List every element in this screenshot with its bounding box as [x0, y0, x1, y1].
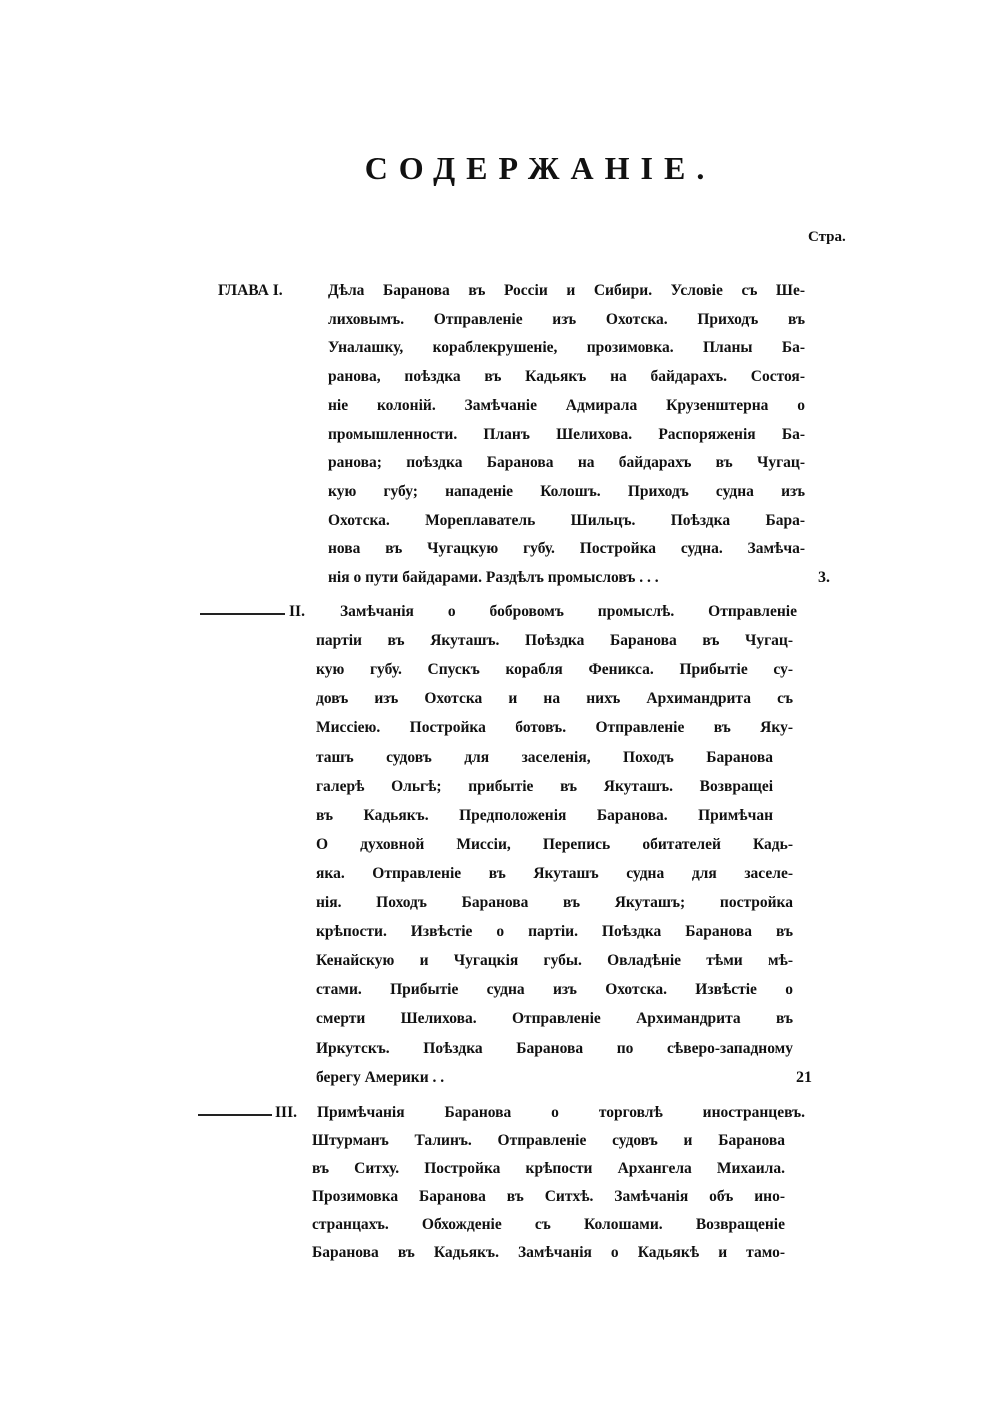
chapter-text-line: Уналашку, кораблекрушеніе, прозимовка. Планы Ба- [328, 339, 805, 357]
chapter-text-line: Охотска. Мореплаватель Шильцъ. Поѣздка Бара- [328, 511, 805, 529]
chapter-text-line: галерѣ Ольгѣ; прибытіе въ Якуташъ. Возвращеі [316, 777, 773, 795]
chapter-text-line: смерти Шелихова. Отправленіе Архимандрита въ [316, 1010, 793, 1028]
chapter-text-line: довъ изъ Охотска и на нихъ Архимандрита съ [316, 690, 793, 708]
chapter-text-line: въ Кадьякъ. Предположенія Баранова. Примѣчан [316, 806, 773, 824]
chapter-text-line: ранова; поѣздка Баранова на байдарахъ въ Чугац- [328, 454, 805, 472]
chapter-text-line: Кенайскую и Чугацкія губы. Овладѣніе тѣми мѣ- [316, 952, 793, 970]
chapter-text-line: промышленности. Планъ Шелихова. Распоряженія Ба- [328, 425, 805, 443]
chapter-text-line: странцахъ. Обхожденіе съ Колошами. Возвращеніе [312, 1216, 785, 1233]
chapter-text-line: Баранова въ Кадьякъ. Замѣчанія о Кадьякѣ и тамо- [312, 1244, 785, 1261]
chapter-text-line: стами. Прибытіе судна изъ Охотска. Извѣстіе о [316, 981, 793, 999]
chapter-text-line: О духовной Миссіи, Перепись обитателей Кадь- [316, 835, 793, 853]
chapter-text-line: кую губу; нападеніе Колошъ. Приходъ судна изъ [328, 482, 805, 500]
chapter-text-line: нова въ Чугацкую губу. Постройка судна. Замѣча- [328, 540, 805, 558]
chapter-text-line: лиховымъ. Отправленіе изъ Охотска. Приходъ въ [328, 310, 805, 328]
chapter-text-line: Замѣчанія о бобровомъ промыслѣ. Отправленіе [340, 603, 797, 620]
chapter-text-line: ранова, поѣздка въ Кадьякъ на байдарахъ. Состоя- [328, 368, 805, 386]
page-number: 3. [818, 569, 830, 586]
chapter-text-line: ташъ судовъ для заселенія, Походъ Баранова [316, 748, 773, 766]
page-title: СОДЕРЖАНІЕ. [364, 150, 716, 186]
chapter-text-line: нія о пути байдарами. Раздѣлъ промысловъ . . . [328, 569, 659, 586]
chapter-text-line: кую губу. Спускъ корабля Феникса. Прибытіе су- [316, 661, 793, 679]
chapter-text-line: Миссіею. Постройка ботовъ. Отправленіе въ Яку- [316, 719, 793, 737]
chapter-text-line: Иркутскъ. Поѣздка Баранова по сѣверо-западному [316, 1039, 793, 1057]
page-column-header: Стра. [808, 229, 846, 245]
chapter-text-line: берегу Америки . . [316, 1068, 445, 1086]
chapter-text-line: партіи въ Якуташъ. Поѣздка Баранова въ Чугац- [316, 632, 793, 650]
chapter-text-line: крѣпости. Извѣстіе о партіи. Поѣздка Баранова въ [316, 923, 793, 941]
ditto-dash [198, 1114, 272, 1116]
chapter-text-line: ніе колоній. Замѣчаніе Адмирала Крузенштерна о [328, 396, 805, 414]
chapter-text-line: Прозимовка Баранова въ Ситхѣ. Замѣчанія объ ино- [312, 1188, 785, 1205]
chapter-text-line: Дѣла Баранова въ Россіи и Сибири. Условіе съ Ше- [328, 282, 805, 299]
chapter-label: III. [275, 1104, 297, 1121]
chapter-text-line: нія. Походъ Баранова въ Якуташъ; постройка [316, 894, 793, 911]
chapter-label: ГЛАВА I. [218, 282, 283, 299]
chapter-text-line: Штурманъ Талинъ. Отправленіе судовъ и Баранова [312, 1132, 785, 1149]
chapter-text-line: яка. Отправленіе въ Якуташъ судна для заселе- [316, 864, 793, 882]
chapter-text-line: въ Ситху. Постройка крѣпости Архангела Михаила. [312, 1160, 785, 1177]
chapter-label: II. [289, 603, 305, 620]
page-number: 21 [796, 1068, 812, 1086]
chapter-text-line: Примѣчанія Баранова о торговлѣ иностранцевъ. [317, 1104, 805, 1121]
ditto-dash [200, 613, 285, 615]
